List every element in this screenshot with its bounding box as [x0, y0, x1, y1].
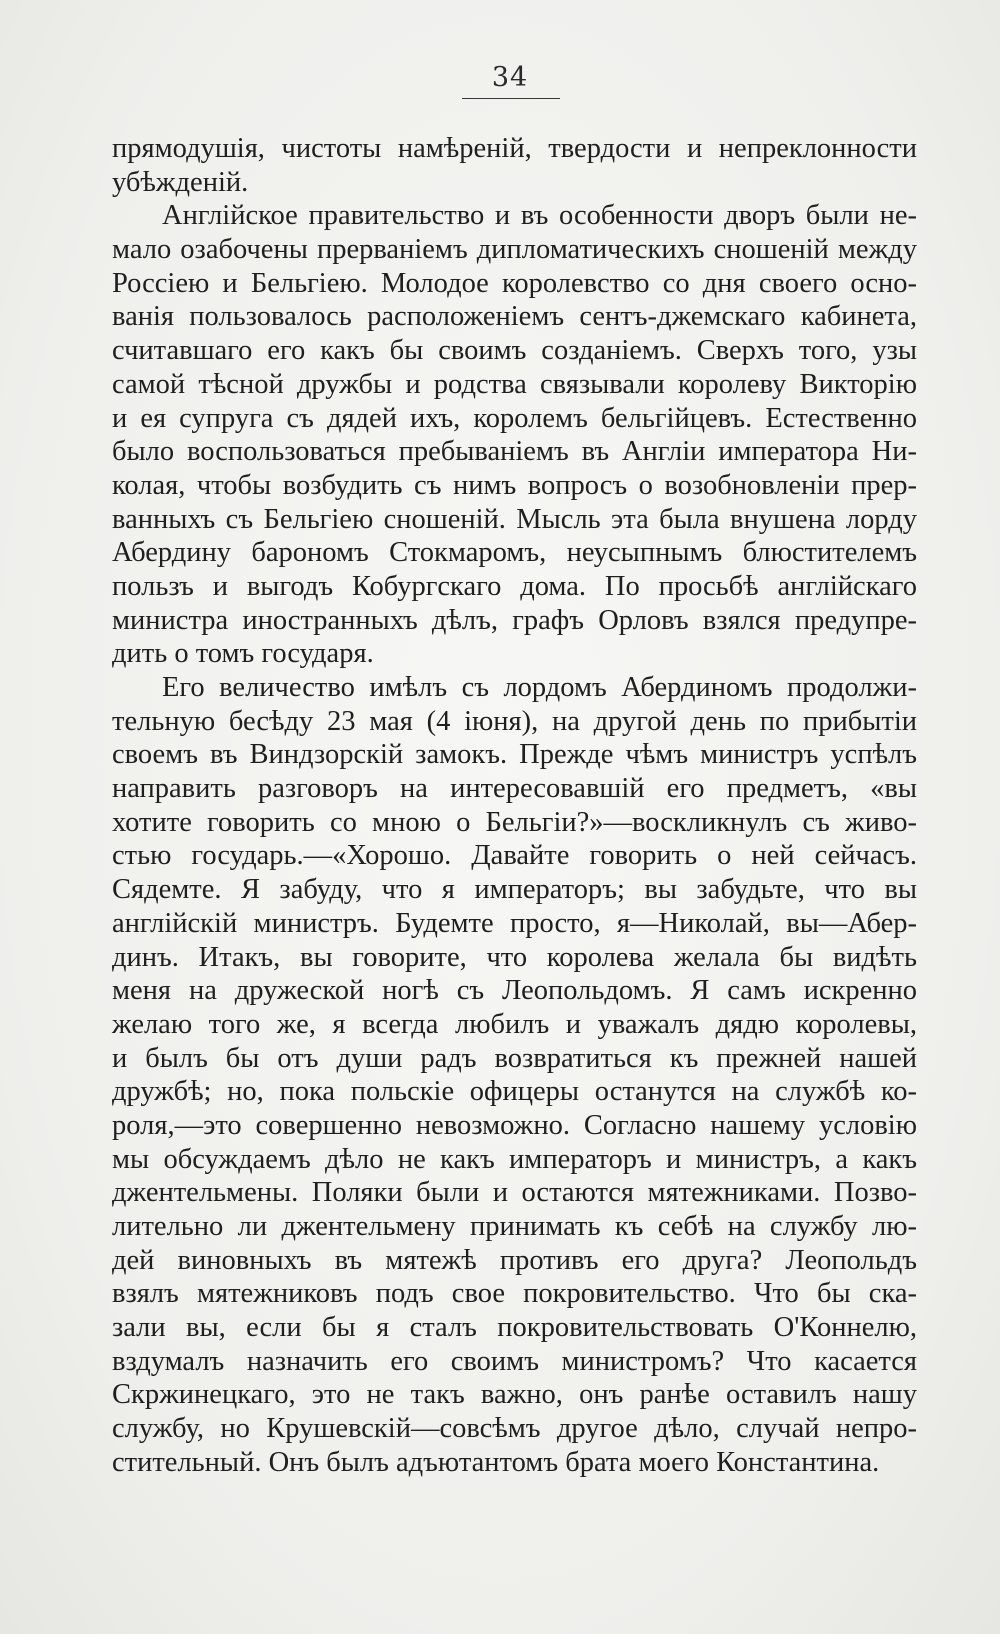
text-line: Россiею и Бельгiею. Молодое королевство со дня своего осно-: [112, 267, 917, 299]
text-line: прямодушія, чистоты намѣреній, твердости и непреклонности: [112, 133, 917, 164]
paragraph: [112, 132, 917, 199]
text-line: ванія пользовалось расположенiемъ сентъ-джемскаго кабинета,: [112, 301, 917, 333]
text-line: министра иностранныхъ дѣлъ, графъ Орловъ взялся предупре-: [112, 604, 917, 636]
text-line: убѣжденій.: [112, 166, 249, 198]
text-line: Сядемте. Я забуду, что я императоръ; вы забудьте, что вы: [112, 874, 917, 906]
page-number: 34: [491, 62, 529, 93]
text-line: зали вы, если бы я сталъ покровительствовать О'Коннелю,: [112, 1312, 917, 1344]
paragraph: [112, 199, 917, 671]
text-line: джентельмены. Поляки были и остаются мятежниками. Позво-: [112, 1177, 917, 1209]
text-line: колая, чтобы возбудить съ нимъ вопросъ о возобновленіи прер-: [112, 469, 917, 501]
text-line: дить о томъ государя.: [112, 638, 374, 670]
text-line: стительный. Онъ былъ адъютантомъ брата моего Константина.: [112, 1446, 880, 1478]
text-line: было воспользоваться пребыванiемъ въ Англіи императора Ни-: [112, 436, 917, 468]
text-line: Его величество имѣлъ съ лордомъ Абердиномъ продолжи-: [162, 672, 917, 703]
text-line: службу, но Крушевскій—совсѣмъ другое дѣло, случай непро-: [112, 1413, 917, 1445]
text-line: динъ. Итакъ, вы говорите, что королева желала бы видѣть: [112, 941, 917, 973]
text-line: ванныхъ съ Бельгiею сношеній. Мысль эта была внушена лорду: [112, 503, 917, 535]
body-text: [112, 132, 917, 1480]
text-line: меня на дружеской ногѣ съ Леопольдомъ. Я самъ искренно: [112, 975, 917, 1007]
text-line: и былъ бы отъ души радъ возвратиться къ прежней нашей: [112, 1042, 917, 1074]
page-number-rule: [462, 98, 560, 99]
text-line: желаю того же, я всегда любилъ и уважалъ дядю королевы,: [112, 1008, 917, 1040]
text-line: лительно ли джентельмену принимать къ себѣ на службу лю-: [112, 1211, 917, 1242]
paragraph: [112, 671, 917, 1480]
text-line: хотите говорить со мною о Бельгіи?»—воскликнулъ съ живо-: [112, 806, 917, 838]
text-line: дружбѣ; но, пока польскіе офицеры останутся на службѣ ко-: [112, 1076, 917, 1108]
text-line: Англійское правительство и въ особенности дворъ были не-: [162, 200, 917, 232]
text-line: мало озабочены прерванiемъ дипломатическихъ сношеній между: [112, 234, 917, 266]
text-line: направить разговоръ на интересовавшій его предметъ, «вы: [112, 773, 917, 805]
text-line: дей виновныхъ въ мятежѣ противъ его друга? Леопольдъ: [112, 1244, 917, 1276]
text-line: взялъ мятежниковъ подъ свое покровительство. Что бы ска-: [112, 1278, 917, 1310]
text-line: пользъ и выгодъ Кобургскаго дома. По просьбѣ англійскаго: [112, 570, 917, 602]
text-line: своемъ въ Виндзорскій замокъ. Прежде чѣмъ министръ успѣлъ: [112, 739, 917, 771]
text-line: вздумалъ назначить его своимъ министромъ? Что касается: [112, 1345, 917, 1377]
text-line: Абердину барономъ Стокмаромъ, неусыпнымъ блюстителемъ: [112, 537, 917, 569]
text-line: мы обсуждаемъ дѣло не какъ императоръ и министръ, а какъ: [112, 1143, 917, 1175]
text-line: и ея супруга съ дядей ихъ, королемъ бельгійцевъ. Естественно: [112, 402, 917, 434]
text-line: тельную бесѣду 23 мая (4 іюня), на другой день по прибытіи: [112, 705, 917, 737]
text-line: стью государь.—«Хорошо. Давайте говорить о ней сейчасъ.: [112, 840, 917, 872]
text-line: англійскій министръ. Будемте просто, я—Николай, вы—Абер-: [112, 907, 917, 939]
text-line: считавшаго его какъ бы своимъ созданiемъ. Сверхъ того, узы: [112, 335, 917, 367]
text-line: самой тѣсной дружбы и родства связывали королеву Викторію: [112, 368, 917, 400]
text-line: роля,—это совершенно невозможно. Согласно нашему условію: [112, 1109, 917, 1141]
text-line: Скржинецкаго, это не такъ важно, онъ ранѣе оставилъ нашу: [112, 1379, 917, 1411]
